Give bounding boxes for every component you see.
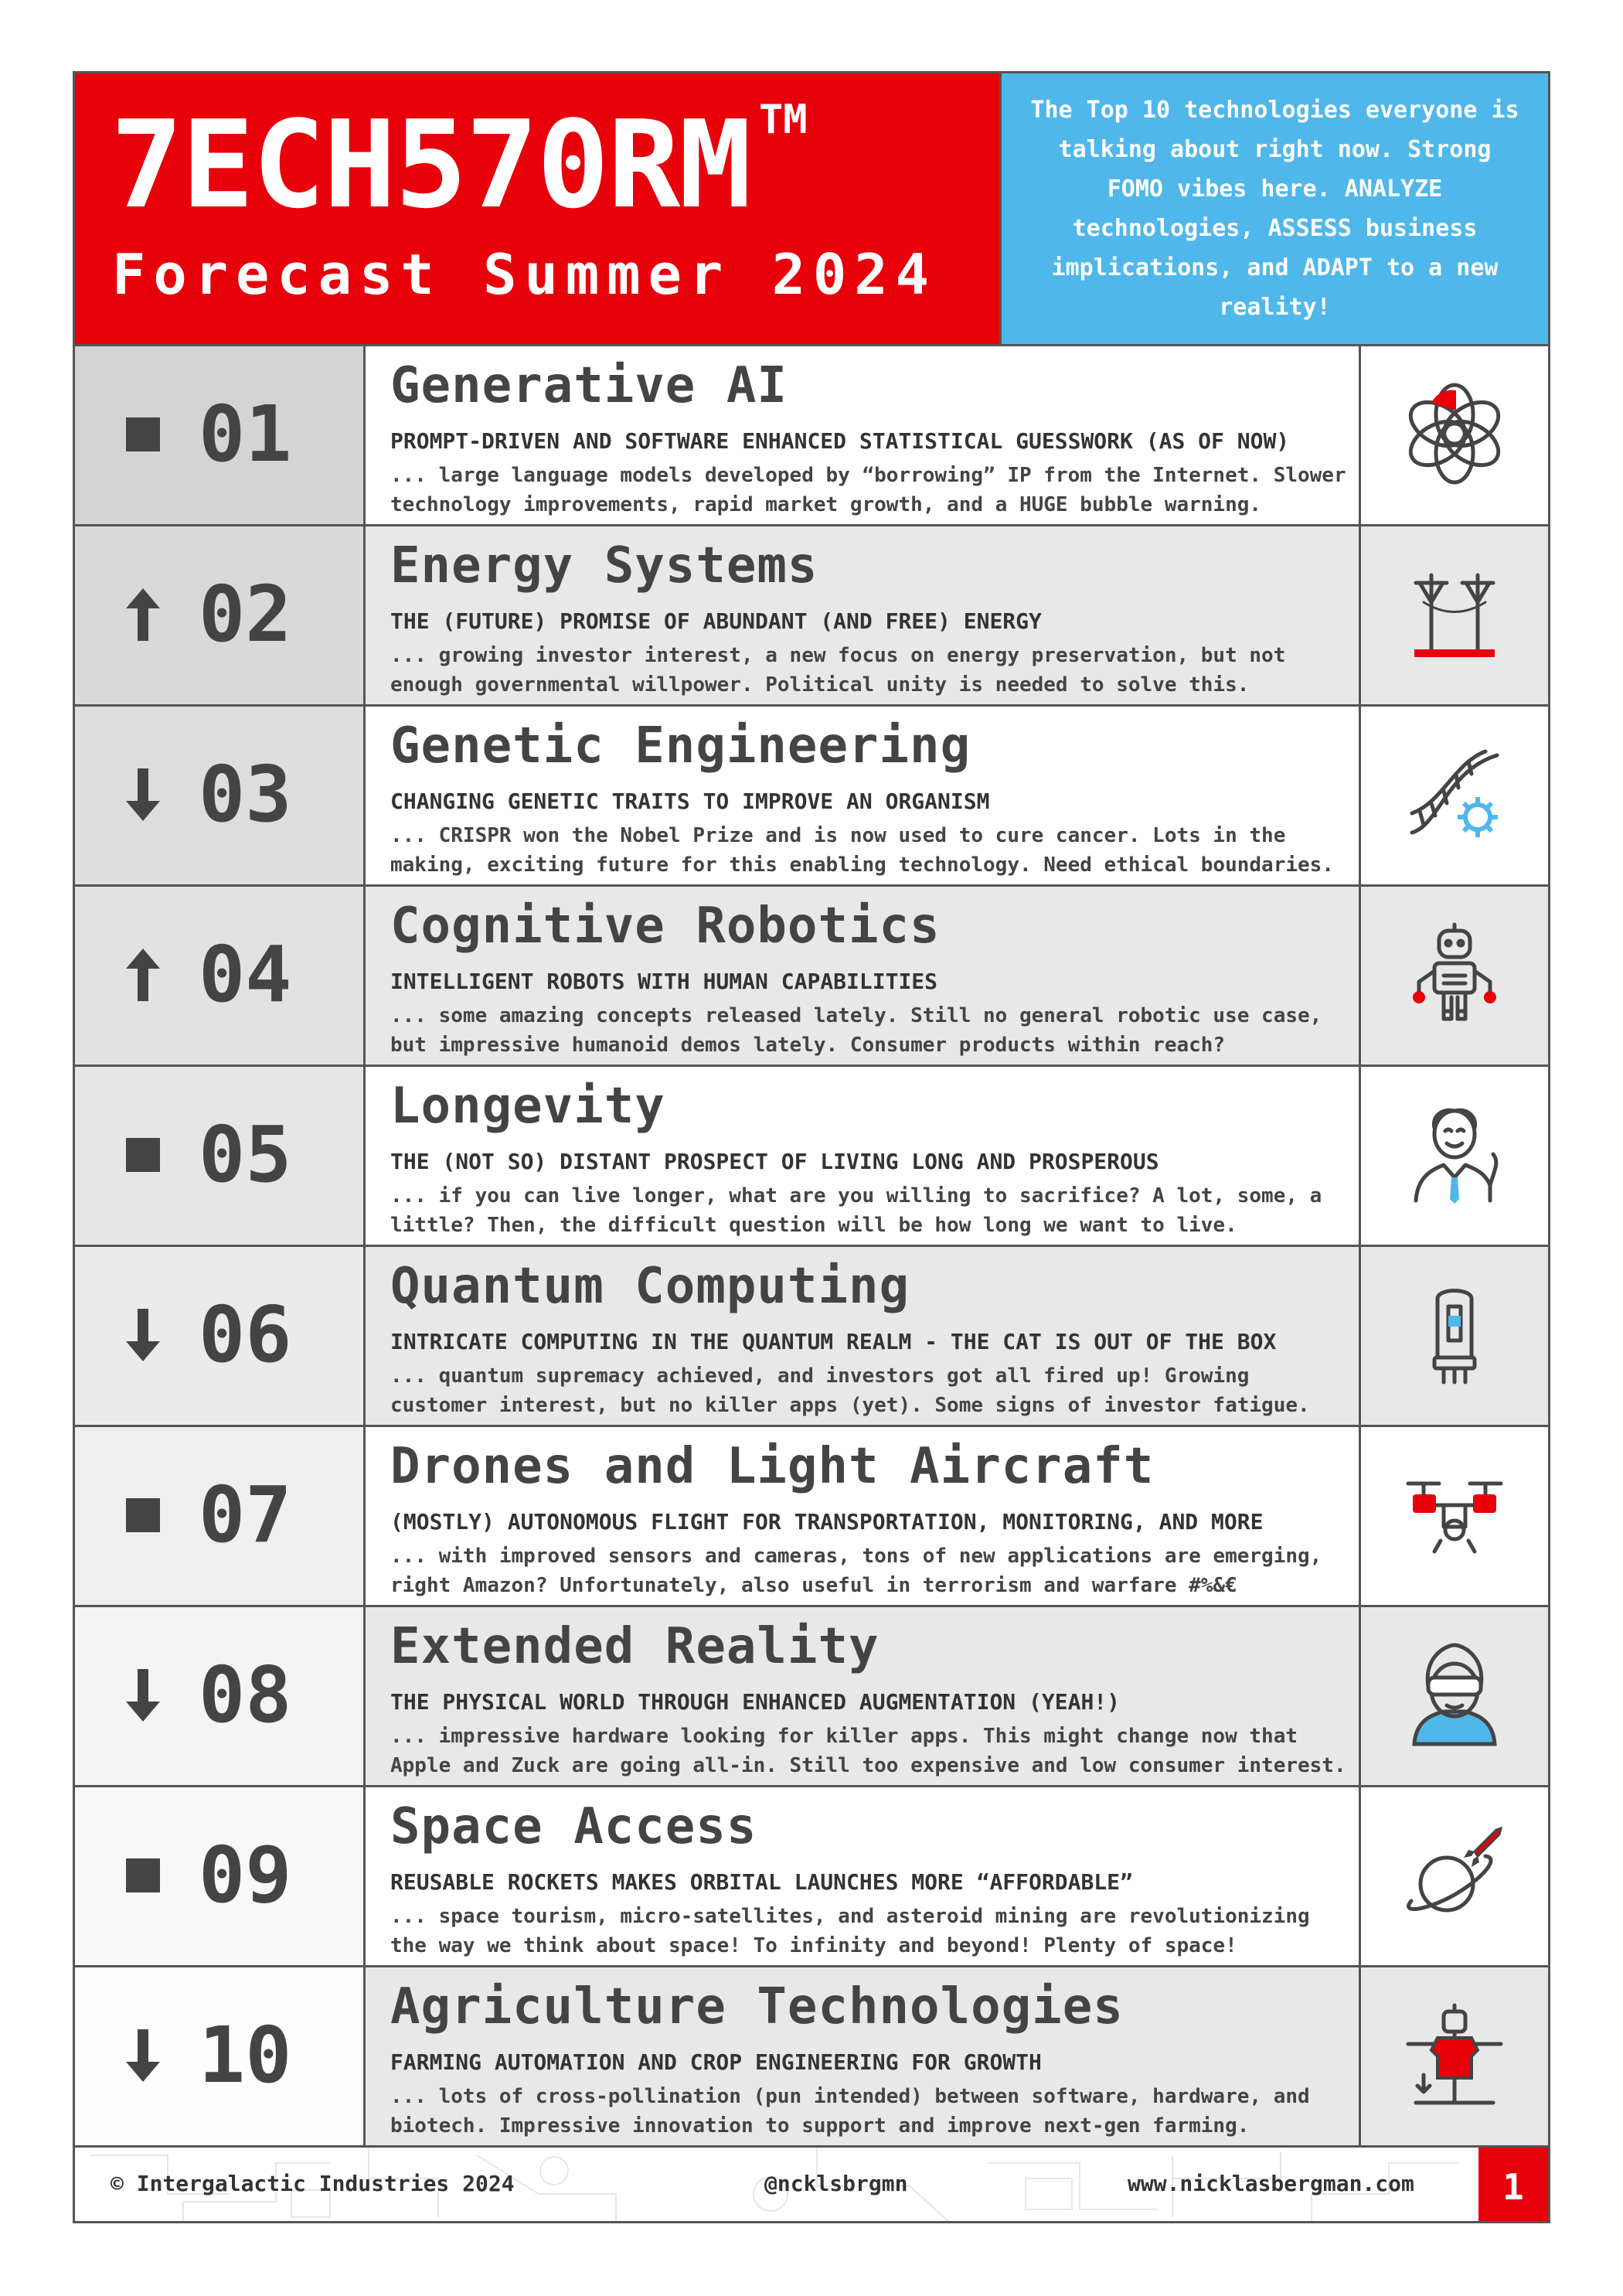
content-cell [366,526,1361,704]
technology-description: ... quantum supremacy achieved, and investors got all fired up! Growing customer interest, but no killer apps (yet). Some signs of investor fatigue. [390,1364,1310,1417]
rank-number: 07 [199,1470,292,1560]
rank-number: 04 [199,929,292,1020]
technology-subtitle: THE (NOT SO) DISTANT PROSPECT OF LIVING LONG AND PROSPEROUS [390,1149,1159,1174]
technology-description: ... growing investor interest, a new focus on energy preservation, but not enough governmental willpower. Political unity is needed to solve this. [390,644,1286,697]
technology-title: Quantum Computing [390,1258,910,1315]
rank-cell [75,1787,366,1965]
rank-cell [75,887,366,1065]
technology-description: ... with improved sensors and cameras, tons of new applications are emerging, right Amazon? Unfortunately, also useful in terrorism and warfare #%&€ [390,1545,1322,1597]
technology-title: Energy Systems [390,537,818,594]
trend-same-icon [120,1841,166,1910]
technology-description: ... impressive hardware looking for killer apps. This might change now that Apple and Zuck are going all-in. Still too expensive and low consumer interest. [390,1725,1346,1777]
technology-subtitle: CHANGING GENETIC TRAITS TO IMPROVE AN ORGANISM [390,789,990,814]
technology-title: Genetic Engineering [390,717,971,775]
intro-text: The Top 10 technologies everyone is talking about right now. Strong FOMO vibes here. ANALYZE technologies, ASSESS business implications, and ADAPT to a new reality! [1030,97,1519,321]
vr-headset-person-icon [1400,1640,1509,1752]
trend-up-icon [120,580,166,649]
technology-subtitle: THE PHYSICAL WORLD THROUGH ENHANCED AUGMENTATION (YEAH!) [390,1689,1121,1715]
technology-subtitle: THE (FUTURE) PROMISE OF ABUNDANT (AND FREE) ENERGY [390,608,1042,634]
technology-subtitle: REUSABLE ROCKETS MAKES ORBITAL LAUNCHES MORE “AFFORDABLE” [390,1869,1133,1895]
header-intro-panel [999,73,1548,344]
icon-cell [1361,1427,1548,1605]
technology-title: Drones and Light Aircraft [390,1438,1155,1495]
trend-down-icon [120,760,166,829]
rank-cell [75,1967,366,2145]
openai-knot-icon [1400,380,1509,491]
ranking-row [75,524,1548,704]
rank-number: 05 [199,1109,292,1200]
social-handle[interactable]: @ncklsbrgmn [764,2171,908,2196]
technology-subtitle: INTRICATE COMPUTING IN THE QUANTUM REALM - THE CAT IS OUT OF THE BOX [390,1329,1277,1354]
technology-title: Space Access [390,1798,757,1855]
page-frame [73,71,1550,2223]
content-cell [366,346,1361,524]
technology-title: Agriculture Technologies [390,1978,1124,2035]
ranking-row [75,344,1548,524]
rank-number: 01 [199,389,292,479]
icon-cell [1361,1787,1548,1965]
rank-number: 10 [199,2010,292,2100]
content-cell [366,1247,1361,1425]
forecast-subtitle: Forecast Summer 2024 [112,242,937,307]
dna-gear-icon [1400,740,1509,851]
website-link[interactable]: www.nicklasbergman.com [1128,2171,1414,2196]
copyright-text: © Intergalactic Industries 2024 [111,2171,515,2196]
icon-cell [1361,1067,1548,1245]
header-brand-panel [75,73,999,344]
rank-cell [75,1607,366,1785]
content-cell [366,1787,1361,1965]
ranking-row [75,1245,1548,1425]
icon-cell [1361,1247,1548,1425]
technology-subtitle: FARMING AUTOMATION AND CROP ENGINEERING FOR GROWTH [390,2049,1042,2075]
planet-rocket-icon [1400,1821,1509,1932]
content-cell [366,707,1361,884]
technology-subtitle: INTELLIGENT ROBOTS WITH HUMAN CAPABILITIES [390,969,938,994]
header [75,73,1548,344]
trend-down-icon [120,1300,166,1370]
technology-title: Generative AI [390,357,788,414]
rank-number: 02 [199,569,292,659]
ranking-row [75,884,1548,1065]
technology-description: ... CRISPR won the Nobel Prize and is now used to cure cancer. Lots in the making, exciting future for this enabling technology. Need ethical boundaries. [390,824,1334,877]
ranking-row [75,1605,1548,1785]
trend-down-icon [120,2021,166,2090]
old-man-icon [1400,1100,1509,1211]
icon-cell [1361,1607,1548,1785]
trend-same-icon [120,1480,166,1550]
technology-description: ... lots of cross-pollination (pun intended) between software, hardware, and biotech. Impressive innovation to support and improve next-gen farming. [390,2085,1310,2138]
footer [75,2145,1548,2223]
technology-description: ... large language models developed by “borrowing” IP from the Internet. Slower technology improvements, rapid market growth, and a HUGE bubble warning. [390,464,1346,516]
brand-title: 7ECH570RM [111,94,750,235]
content-cell [366,1607,1361,1785]
trend-same-icon [120,400,166,469]
technology-title: Cognitive Robotics [390,898,941,955]
rank-cell [75,526,366,704]
technology-title: Extended Reality [390,1618,880,1675]
ranking-list [75,344,1548,2145]
rank-number: 03 [199,749,292,840]
icon-cell [1361,887,1548,1065]
ranking-row [75,704,1548,884]
technology-description: ... if you can live longer, what are you willing to sacrifice? A lot, some, a little? Then, the difficult question will be how long we want to live. [390,1184,1322,1237]
rank-number: 08 [199,1650,292,1740]
rank-number: 09 [199,1830,292,1920]
technology-subtitle: PROMPT-DRIVEN AND SOFTWARE ENHANCED STATISTICAL GUESSWORK (AS OF NOW) [390,428,1290,454]
icon-cell [1361,1967,1548,2145]
rank-cell [75,707,366,884]
rank-cell [75,346,366,524]
technology-description: ... space tourism, micro-satellites, and asteroid mining are revolutionizing the way we think about space! To infinity and beyond! Plenty of space! [390,1905,1310,1957]
trend-same-icon [120,1120,166,1190]
technology-description: ... some amazing concepts released lately. Still no general robotic use case, but impressive humanoid demos lately. Consumer products within reach? [390,1004,1322,1057]
robot-icon [1400,920,1509,1031]
ranking-row [75,1425,1548,1605]
trademark-mark: TM [759,97,808,143]
trend-up-icon [120,940,166,1010]
content-cell [366,887,1361,1065]
technology-title: Longevity [390,1078,665,1135]
icon-cell [1361,526,1548,704]
power-line-icon [1400,560,1509,671]
content-cell [366,1067,1361,1245]
drone-icon [1400,1460,1509,1572]
ranking-row [75,1065,1548,1245]
rank-number: 06 [199,1289,292,1380]
rank-cell [75,1247,366,1425]
technology-subtitle: (MOSTLY) AUTONOMOUS FLIGHT FOR TRANSPORTATION, MONITORING, AND MORE [390,1509,1264,1535]
scarecrow-robot-icon [1400,2001,1509,2112]
page-number: 1 [1478,2148,1548,2223]
ranking-row [75,1965,1548,2145]
trend-down-icon [120,1661,166,1730]
icon-cell [1361,346,1548,524]
ranking-row [75,1785,1548,1965]
rank-cell [75,1067,366,1245]
rank-cell [75,1427,366,1605]
content-cell [366,1967,1361,2145]
vacuum-tube-icon [1400,1280,1509,1392]
icon-cell [1361,707,1548,884]
content-cell [366,1427,1361,1605]
